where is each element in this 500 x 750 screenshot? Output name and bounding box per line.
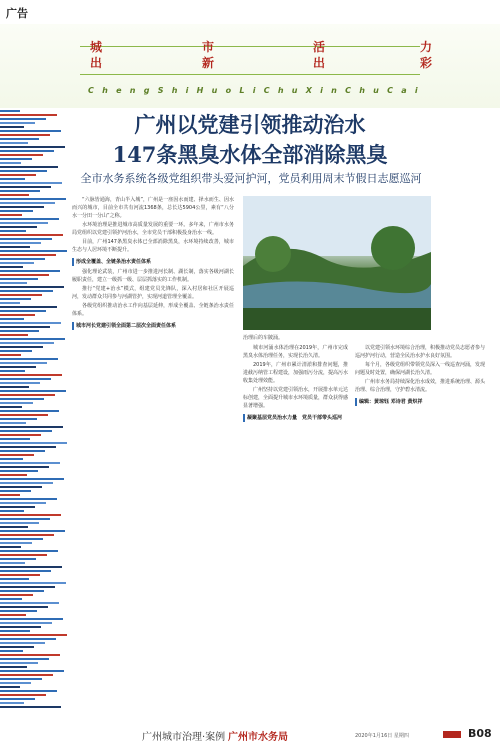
pinyin-letter: u [373, 86, 379, 95]
decorative-stripe [0, 186, 51, 188]
pinyin-letter: o [225, 86, 232, 95]
decorative-stripe [0, 586, 55, 588]
decorative-stripe [0, 562, 25, 564]
pinyin-letter: i [252, 86, 256, 95]
decorative-stripe [0, 282, 27, 284]
decorative-stripe [0, 286, 64, 288]
decorative-stripe [0, 670, 64, 672]
decorative-stripe [0, 394, 55, 396]
decorative-stripe [0, 630, 30, 632]
decorative-stripe [0, 590, 44, 592]
decorative-stripe [0, 338, 65, 340]
decorative-stripe [0, 350, 32, 352]
decorative-stripe [0, 230, 26, 232]
decorative-stripe [0, 134, 50, 136]
decorative-stripe [0, 618, 63, 620]
pinyin-letter: S [157, 86, 164, 95]
pinyin-letter: C [263, 86, 270, 95]
decorative-stripe [0, 650, 23, 652]
paragraph: 2019年，广州市累计清淤和排查问题，推进截污纳管工程建设，加强雨污分流，提高污水收集处理效能。 [243, 362, 348, 384]
pinyin-letter: X [305, 86, 312, 95]
pinyin-letter: u [291, 86, 298, 95]
decorative-stripe [0, 690, 57, 692]
article-column-2 [243, 344, 348, 716]
pinyin-letter: L [239, 86, 245, 95]
decorative-stripe [0, 610, 37, 612]
decorative-stripe [0, 166, 58, 168]
decorative-stripe [0, 514, 61, 516]
decorative-stripe [0, 410, 59, 412]
decorative-stripe [0, 542, 32, 544]
page-footer [0, 720, 500, 750]
decorative-stripe [0, 526, 28, 528]
banner [0, 24, 500, 108]
paragraph: 以党建引领水环境综合治理，积极推动党员志愿者参与巡河护河行动，营造全民治水护水良好氛围。 [355, 345, 485, 359]
decorative-stripe [0, 626, 41, 628]
decorative-stripe [0, 110, 20, 112]
pinyin-letter: i [185, 86, 189, 95]
decorative-stripe [0, 402, 33, 404]
footer-department: 广州市水务局 [228, 732, 288, 743]
decorative-stripe [0, 582, 66, 584]
decorative-stripe [0, 682, 31, 684]
paragraph: 各级党组织推动治水工作向基层延伸，形成全覆盖、全链条治水责任体系。 [72, 303, 234, 317]
decorative-stripe [0, 458, 23, 460]
river-photo [243, 196, 431, 330]
pinyin-letter: h [359, 86, 365, 95]
decorative-stripe [0, 434, 41, 436]
decorative-stripe [0, 254, 56, 256]
decorative-stripe [0, 242, 41, 244]
section-header [0, 0, 500, 25]
article-column-3 [355, 344, 485, 716]
decorative-stripe [0, 430, 52, 432]
decorative-stripe [0, 314, 35, 316]
pinyin-letter: a [401, 86, 407, 95]
decorative-stripe [0, 238, 52, 240]
decorative-stripe [0, 614, 26, 616]
decorative-stripe [0, 482, 53, 484]
decorative-stripe [0, 382, 40, 384]
decorative-stripe [0, 634, 67, 636]
decorative-stripe [0, 426, 63, 428]
decorative-stripe [0, 258, 45, 260]
decorative-stripe [0, 662, 38, 664]
banner-line [80, 46, 420, 47]
decorative-stripe [0, 578, 29, 580]
decorative-stripe [0, 674, 53, 676]
decorative-stripe [0, 346, 43, 348]
decorative-stripe [0, 502, 46, 504]
decorative-stripe [0, 706, 61, 708]
decorative-stripe [0, 170, 47, 172]
photo-caption: 治理后的车陂涌。 [243, 335, 284, 341]
decorative-stripe [0, 310, 46, 312]
paragraph: 水环境治理是推进城市高质量发展的重要一环。多年来，广州市水务局党组织以党建引领护河治水，全市党员干部积极投身治水一线。 [72, 222, 234, 236]
decorative-stripe [0, 226, 37, 228]
decorative-stripe [0, 358, 58, 360]
decorative-stripe [0, 450, 45, 452]
paragraph: 推行“党建+治水”模式，组建党员先锋队，深入村居和社区开展巡河，发动群众共同参与河湖管护，实现河道管理全覆盖。 [72, 286, 234, 300]
decorative-stripe [0, 330, 39, 332]
decorative-stripe [0, 214, 22, 216]
decorative-stripe [0, 486, 42, 488]
pinyin-letter: C [345, 86, 351, 95]
decorative-stripe [0, 490, 31, 492]
decorative-stripe [0, 178, 25, 180]
page-number: B08 [468, 727, 492, 740]
decorative-stripe [0, 126, 24, 128]
pinyin-letter: g [143, 86, 150, 95]
section-heading: 城市河长党建引领全面第二层次全面责任体系 [72, 322, 234, 330]
paragraph: 目前，广州147条黑臭水体已全部消除黑臭，水环境持续改善，城市生态与人居环境不断提升。 [72, 239, 234, 253]
section-heading: 形成全覆盖、全链条治水责任体系 [72, 258, 234, 266]
decorative-stripe [0, 498, 57, 500]
footer-section: 广州城市治理·案例 [142, 732, 226, 743]
paragraph: “六脉皆通海，青山半入城”，广州是一座因水而建、择水而生、因水而兴的城市，目前全市共有河流1368条，总长达5904公里，素有“八分水一分田一分山”之称。 [72, 197, 234, 219]
decorative-stripe [0, 594, 33, 596]
decorative-stripe [0, 218, 59, 220]
decorative-stripe [0, 250, 67, 252]
decorative-stripe [0, 386, 29, 388]
decorative-stripe [0, 374, 62, 376]
decorative-stripe [0, 642, 45, 644]
banner-word: 出 [313, 56, 326, 70]
decorative-stripe [0, 442, 67, 444]
decorative-stripe [0, 266, 23, 268]
decorative-stripe [0, 510, 24, 512]
decorative-stripe [0, 622, 52, 624]
pinyin-letter: u [211, 86, 218, 95]
decorative-stripe [0, 290, 53, 292]
decorative-stripe [0, 318, 24, 320]
article-column-1 [72, 196, 234, 716]
decorative-stripe [0, 130, 61, 132]
decorative-stripe [0, 518, 50, 520]
decorative-stripe [0, 478, 64, 480]
section-label: 广告 [6, 7, 28, 20]
paragraph: 广州市水务局持续深化治水成效，推进系统治理、源头治理、综合治理，守护碧水清流。 [355, 379, 485, 393]
decorative-stripe [0, 538, 43, 540]
decorative-stripe [0, 158, 32, 160]
pinyin-letter: i [414, 86, 418, 95]
decorative-stripe [0, 122, 35, 124]
decorative-stripe [0, 554, 47, 556]
decorative-stripe [0, 222, 48, 224]
decorative-stripe [0, 494, 20, 496]
decorative-stripe [0, 414, 48, 416]
decorative-stripe [0, 558, 36, 560]
banner-word: 出 [90, 56, 103, 70]
decorative-stripe [0, 326, 50, 328]
banner-word: 彩 [420, 56, 433, 70]
pinyin-letter: n [129, 86, 136, 95]
decorative-stripe [0, 302, 20, 304]
decorative-stripe [0, 210, 33, 212]
decorative-stripe [0, 666, 27, 668]
decorative-stripe [0, 602, 59, 604]
pinyin-letter: H [196, 86, 204, 95]
decorative-stripe [0, 418, 37, 420]
decorative-stripe [0, 370, 25, 372]
decorative-stripe [0, 366, 36, 368]
decorative-stripe [0, 270, 60, 272]
decorative-stripe [0, 546, 21, 548]
decorative-stripe [0, 306, 57, 308]
decorative-stripe [0, 438, 30, 440]
pinyin-letter: i [320, 86, 323, 95]
decorative-stripe [0, 138, 39, 140]
decorative-stripe [0, 694, 46, 696]
decorative-stripe [0, 606, 48, 608]
decorative-stripe [0, 698, 35, 700]
decorative-stripe [0, 686, 20, 688]
decorative-stripe [0, 470, 38, 472]
decorative-stripe [0, 654, 60, 656]
decorative-stripe [0, 150, 54, 152]
pinyin-letter: h [102, 86, 108, 95]
decorative-stripe [0, 174, 36, 176]
decorative-stripe [0, 162, 21, 164]
decorative-stripe [0, 294, 42, 296]
banner-word: 活 [313, 40, 326, 54]
banner-word: 力 [420, 40, 433, 54]
decorative-stripe [0, 246, 30, 248]
decorative-stripe [0, 390, 66, 392]
decorative-stripe [0, 466, 49, 468]
decorative-stripe [0, 638, 56, 640]
decorative-stripe [0, 206, 44, 208]
pinyin-letter: e [116, 86, 122, 95]
section-heading: 凝聚基层党员治水力量 党员干部带头巡河 [243, 414, 348, 422]
banner-word: 城 [90, 40, 103, 54]
decorative-stripe [0, 522, 39, 524]
decorative-stripe [0, 274, 49, 276]
decorative-stripe [0, 598, 22, 600]
decorative-stripe [0, 678, 42, 680]
decorative-stripe [0, 550, 58, 552]
pinyin-letter: h [171, 86, 178, 95]
decorative-stripe [0, 454, 34, 456]
decorative-stripe [0, 398, 44, 400]
decorative-stripe [0, 506, 35, 508]
decorative-stripe [0, 118, 46, 120]
decorative-stripe [0, 646, 34, 648]
decorative-stripe [0, 462, 60, 464]
decorative-stripe [0, 342, 54, 344]
paragraph: 每个月，各级党组织带领党员深入一线巡查河涌，发现问题及时处置，确保河湖长治久清。 [355, 362, 485, 376]
banner-word: 新 [202, 56, 215, 70]
paragraph: 城市河涌水体治理在2019年，广州市完成黑臭水体治理任务，实现长治久清。 [243, 345, 348, 359]
paragraph: 广州坚持以党建引领治水，开展排水单元达标创建，全面提升城市水环境质量，群众获得感显著增强。 [243, 387, 348, 409]
editor-credit: 编辑：黄琼钰 邓诗君 黄炽祥 [355, 398, 485, 406]
decorative-stripe [0, 190, 40, 192]
decorative-stripe [0, 702, 24, 704]
decorative-stripe [0, 142, 28, 144]
decorative-stripe [0, 362, 47, 364]
pinyin-letter: C [88, 86, 94, 95]
decorative-stripe [0, 114, 57, 116]
banner-line [80, 74, 420, 75]
article-subtitle: 全市水务系统各级党组织带头爱河护河，党员利用周末节假日志愿巡河 [80, 172, 422, 185]
decorative-stripe [0, 322, 61, 324]
decorative-stripe [0, 194, 29, 196]
decorative-stripe [0, 530, 65, 532]
article-title-line2: 147条黑臭水体全部消除黑臭 [112, 142, 388, 167]
decorative-stripe [0, 154, 43, 156]
banner-pinyin [88, 86, 418, 95]
article-title-line1: 广州以党建引领推动治水 [134, 112, 366, 137]
decorative-stripe [0, 574, 40, 576]
decorative-stripe [0, 298, 31, 300]
pinyin-letter: C [387, 86, 393, 95]
decorative-stripe [0, 446, 56, 448]
decorative-stripes [0, 110, 68, 720]
decorative-stripe [0, 202, 55, 204]
paragraph: 强化理论武装，广州市进一步推进河长制、湖长制，落实各级河湖长履职责任，建立一级抓一级、层层抓落实的工作机制。 [72, 269, 234, 283]
pinyin-letter: h [277, 86, 284, 95]
pinyin-letter: n [331, 86, 337, 95]
decorative-stripe [0, 570, 51, 572]
decorative-stripe [0, 378, 51, 380]
decorative-stripe [0, 198, 66, 200]
banner-word: 市 [202, 40, 215, 54]
decorative-stripe [0, 658, 49, 660]
decorative-stripe [0, 146, 65, 148]
river-photo-illustration [243, 196, 431, 330]
decorative-stripe [0, 422, 26, 424]
decorative-stripe [0, 278, 38, 280]
decorative-stripe [0, 474, 27, 476]
footer-date: 2020年1月16日 星期四 [355, 733, 409, 739]
decorative-stripe [0, 566, 62, 568]
decorative-stripe [0, 354, 21, 356]
decorative-stripe [0, 262, 34, 264]
footer-badge [443, 731, 461, 738]
decorative-stripe [0, 406, 22, 408]
decorative-stripe [0, 534, 54, 536]
decorative-stripe [0, 234, 63, 236]
decorative-stripe [0, 334, 28, 336]
